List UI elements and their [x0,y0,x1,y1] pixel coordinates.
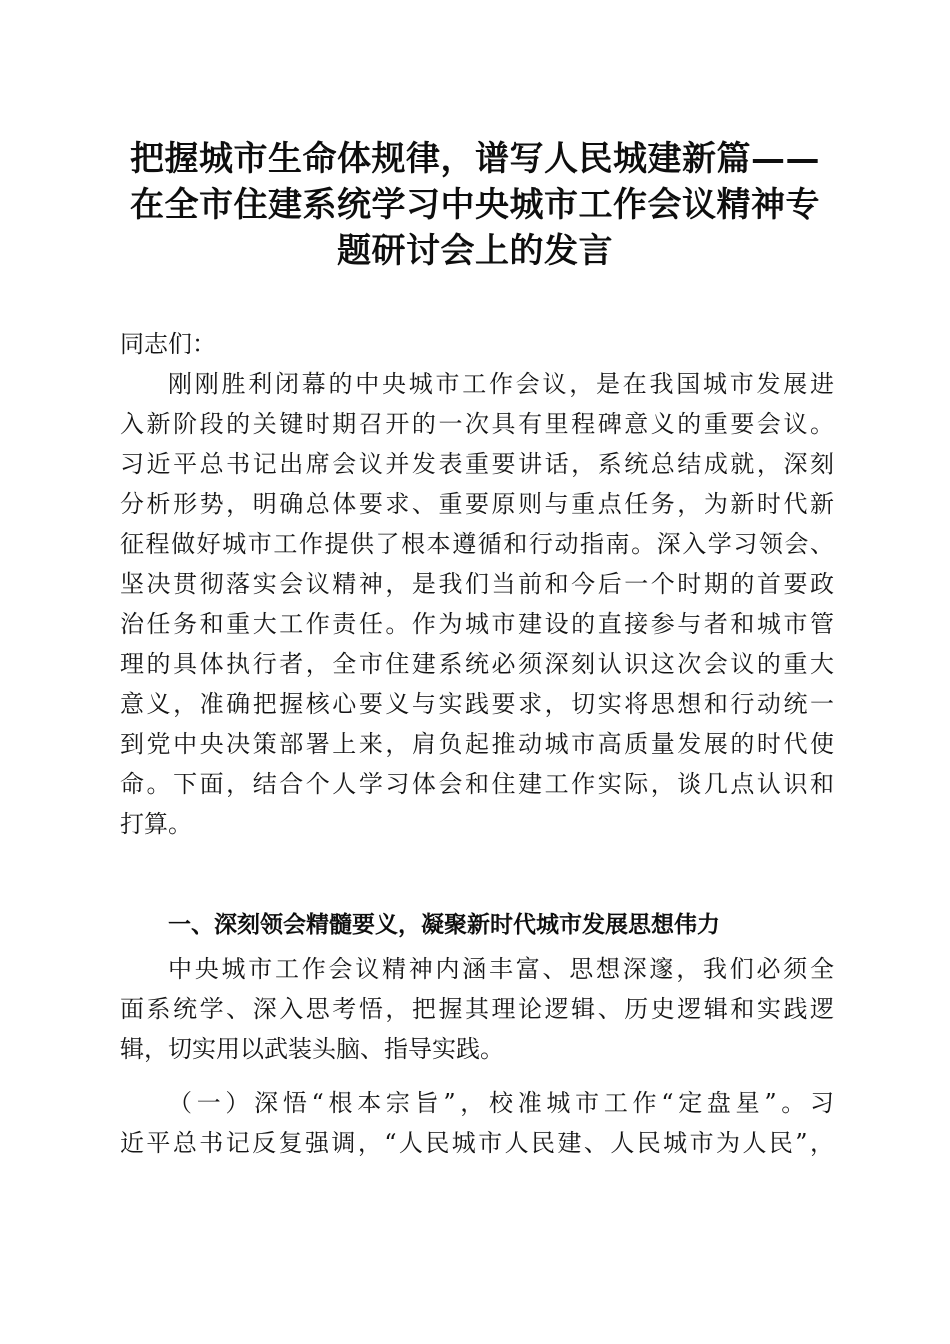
paragraph-line: 习近平总书记出席会议并发表重要讲话，系统总结成就，深刻 [120,450,834,478]
title-line: 题研讨会上的发言 [337,231,613,271]
paragraph-line: 近平总书记反复强调，“人民城市人民建、人民城市为人民”， [120,1129,834,1157]
paragraph-line: 治任务和重大工作责任。作为城市建设的直接参与者和城市管 [120,610,834,638]
paragraph-line: 中央城市工作会议精神内涵丰富、思想深邃，我们必须全 [168,955,834,983]
paragraph-line: 理的具体执行者，全市住建系统必须深刻认识这次会议的重大 [120,650,834,678]
paragraph-line: 打算。 [120,810,192,838]
section-heading: 一、深刻领会精髓要义，凝聚新时代城市发展思想伟力 [168,912,720,938]
paragraph-line: （一）深悟“根本宗旨”，校准城市工作“定盘星”。习 [168,1089,834,1117]
paragraph-line: 征程做好城市工作提供了根本遵循和行动指南。深入学习领会、 [120,530,834,558]
paragraph-line: 入新阶段的关键时期召开的一次具有里程碑意义的重要会议。 [120,410,834,438]
subsection-paragraph [120,1083,834,1163]
section-paragraph [120,949,834,1069]
title-line: 把握城市生命体规律，谱写人民城建新篇—— [130,139,820,179]
paragraph-line: 到党中央决策部署上来，肩负起推动城市高质量发展的时代使 [120,730,834,758]
paragraph-line: 命。下面，结合个人学习体会和住建工作实际，谈几点认识和 [120,770,834,798]
salutation: 同志们： [120,330,216,358]
paragraph-line: 辑，切实用以武装头脑、指导实践。 [120,1035,504,1063]
document-title [118,136,832,274]
paragraph-line: 面系统学、深入思考悟，把握其理论逻辑、历史逻辑和实践逻 [120,995,834,1023]
title-line: 在全市住建系统学习中央城市工作会议精神专 [130,185,820,225]
paragraph-line: 意义，准确把握核心要义与实践要求，切实将思想和行动统一 [120,690,834,718]
paragraph-line: 刚刚胜利闭幕的中央城市工作会议，是在我国城市发展进 [168,370,834,398]
intro-paragraph [120,364,834,844]
paragraph-line: 坚决贯彻落实会议精神，是我们当前和今后一个时期的首要政 [120,570,834,598]
paragraph-line: 分析形势，明确总体要求、重要原则与重点任务，为新时代新 [120,490,834,518]
